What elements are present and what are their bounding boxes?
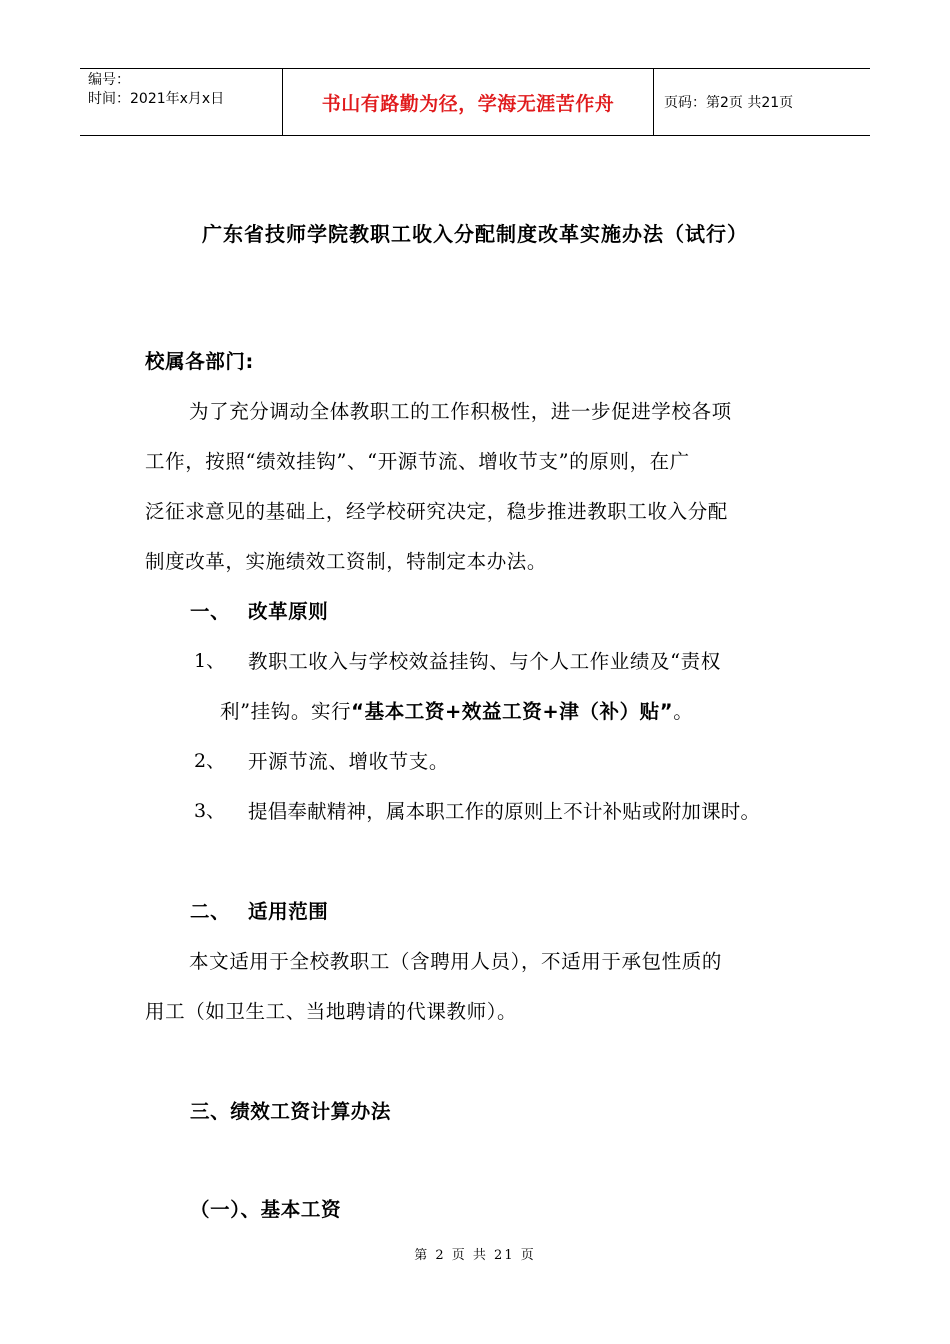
salary-formula: “基本工资+效益工资+津（补）贴”: [351, 700, 674, 723]
item-1-line-2: [220, 696, 693, 724]
salutation: 校属各部门:: [145, 350, 254, 373]
page-footer: 第 2 页 共 21 页: [414, 1248, 536, 1263]
item-2-text: 开源节流、增收节支。: [248, 750, 450, 773]
item-3-text: 提倡奉献精神，属本职工作的原则上不计补贴或附加课时。: [248, 800, 761, 823]
item-1-line-1: 教职工收入与学校效益挂钩、与个人工作业绩及“责权: [248, 650, 721, 673]
page-header: [80, 68, 870, 136]
section-2-heading: 适用范围: [248, 900, 329, 923]
header-motto-cell: [282, 69, 654, 135]
intro-line-2: 工作，按照“绩效挂钩”、“开源节流、增收节支”的原则，在广: [145, 450, 690, 473]
section-1-heading: 改革原则: [248, 600, 329, 623]
header-page-info-cell: [654, 69, 870, 135]
intro-line-4: 制度改革，实施绩效工资制，特制定本办法。: [145, 550, 548, 573]
section-1-number: 一、: [190, 600, 231, 623]
header-meta: [80, 69, 282, 135]
code-label: 编号：: [88, 72, 130, 88]
item-2-number: 2、: [194, 750, 226, 772]
document-title: 广东省技师学院教职工收入分配制度改革实施办法（试行）: [202, 222, 748, 246]
page-info: 页码：第2页 共21页: [664, 95, 794, 111]
item-1-number: 1、: [194, 650, 226, 672]
item-1-line-2-post: 。: [673, 700, 694, 723]
intro-line-3: 泛征求意见的基础上，经学校研究决定，稳步推进教职工收入分配: [145, 500, 728, 523]
section-2-line-1: 本文适用于全校教职工（含聘用人员），不适用于承包性质的: [189, 950, 722, 973]
item-3-number: 3、: [194, 800, 226, 822]
intro-line-1: 为了充分调动全体教职工的工作积极性，进一步促进学校各项: [189, 400, 732, 423]
item-1-line-2-pre: 利”挂钩。实行: [220, 700, 352, 723]
time-label: 时间：2021年x月x日: [88, 91, 225, 107]
section-2-number: 二、: [190, 900, 231, 923]
section-3-subheading: （一）、基本工资: [190, 1198, 342, 1221]
motto: 书山有路勤为径，学海无涯苦作舟: [321, 92, 615, 115]
section-3-heading: 三、绩效工资计算办法: [190, 1100, 392, 1123]
section-2-line-2: 用工（如卫生工、当地聘请的代课教师）。: [145, 1000, 518, 1023]
